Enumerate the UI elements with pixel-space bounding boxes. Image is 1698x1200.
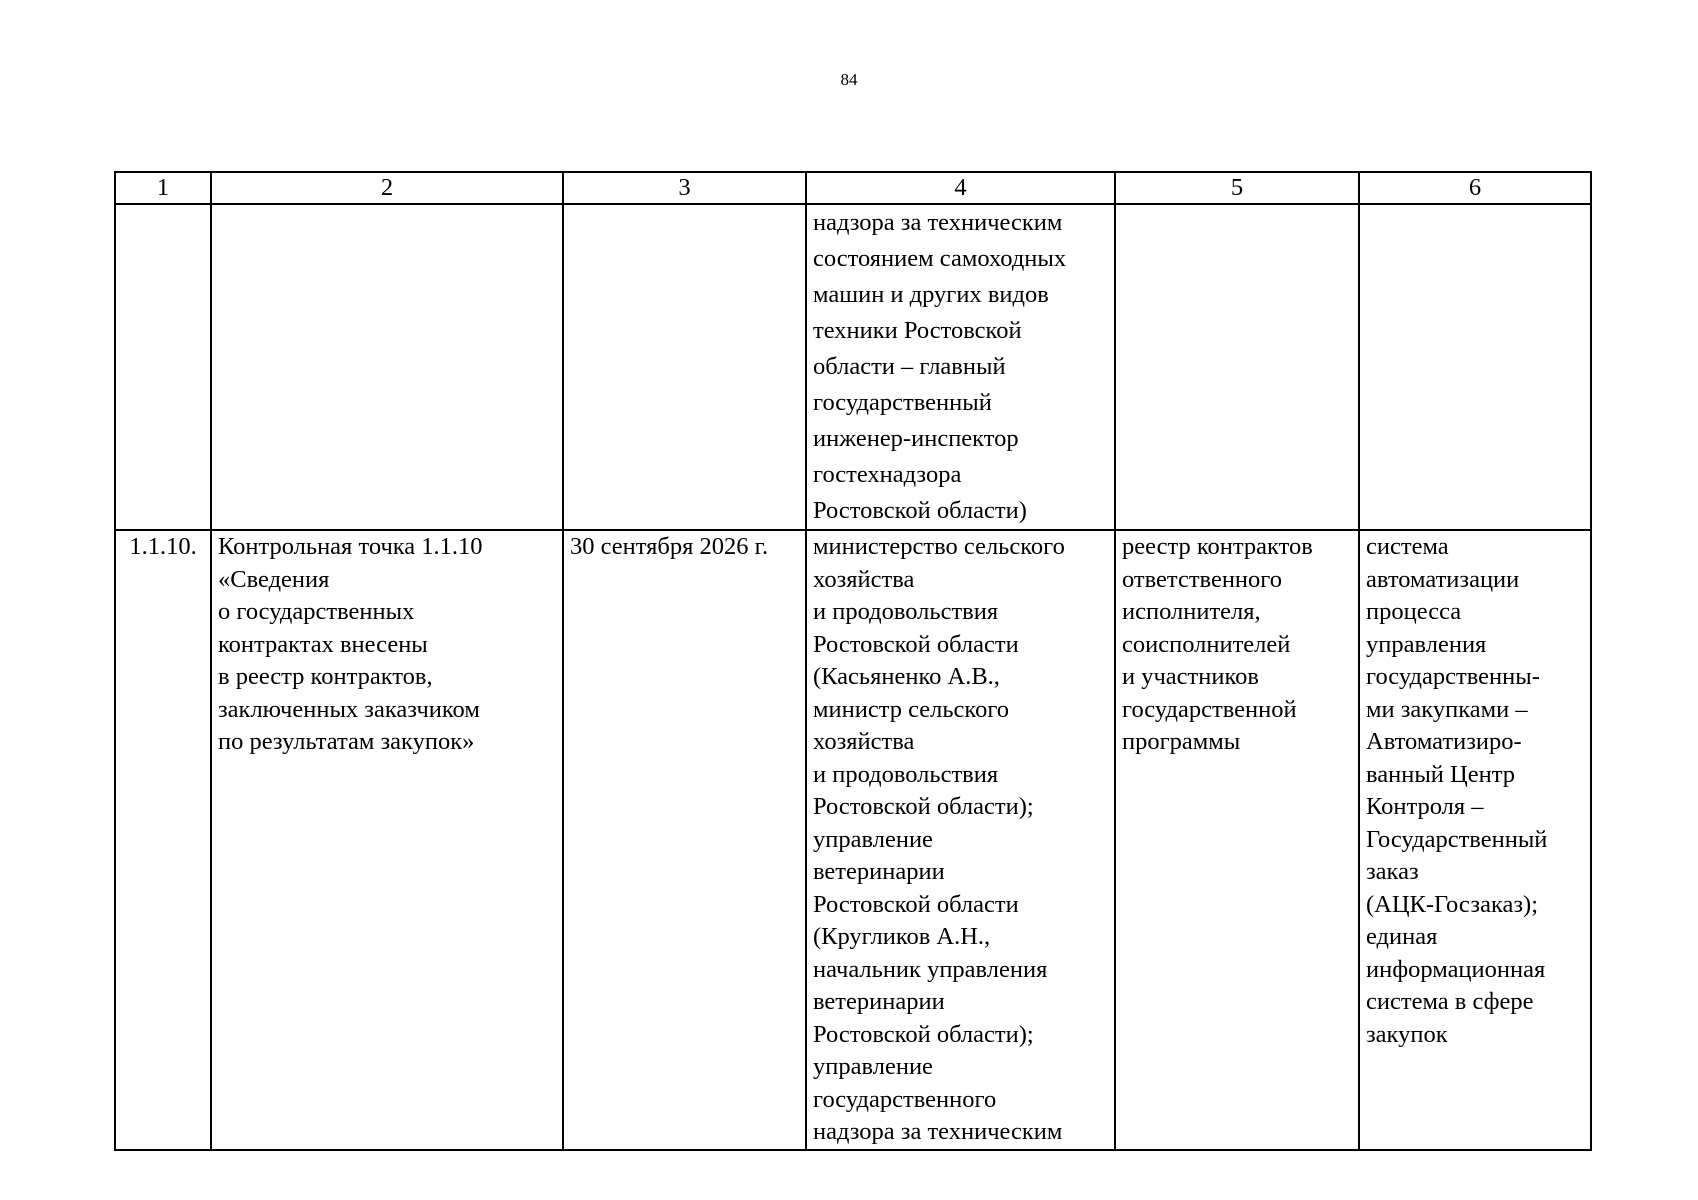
- table-cell: [806, 530, 1115, 1150]
- table-cell: [115, 530, 211, 1150]
- column-header-2: 2: [211, 172, 563, 204]
- item-number: 1.1.10.: [129, 533, 197, 560]
- column-header-4: 4: [806, 172, 1115, 204]
- plan-table: [114, 171, 1592, 1151]
- column-header-5: 5: [1115, 172, 1359, 204]
- information-system: система автоматизации процесса управления государственны- ми закупками – Автоматизиро- ванный Центр Контроля – Государственный заказ (АЦК-Госзаказ); единая информационная система в сфере закупок: [1366, 533, 1548, 1048]
- table-cell: [563, 204, 806, 530]
- page-number: 84: [840, 70, 858, 89]
- table-cell: [1359, 204, 1591, 530]
- table-cell: [211, 204, 563, 530]
- table-cell: [211, 530, 563, 1150]
- table-cell: [563, 530, 806, 1150]
- table-header: [115, 172, 1591, 204]
- column-header-6: 6: [1359, 172, 1591, 204]
- header-row: [115, 172, 1591, 204]
- responsible-executor-continuation: надзора за техническим состоянием самоходных машин и других видов техники Ростовской области – главный государственный инженер-инспектор гостехнадзора Ростовской области): [813, 209, 1067, 524]
- table-cell: [115, 204, 211, 530]
- document-type: реестр контрактов ответственного исполнителя, соисполнителей и участников государственной программы: [1122, 533, 1313, 755]
- deadline-date: 30 сентября 2026 г.: [570, 533, 769, 560]
- table-cell: [1115, 530, 1359, 1150]
- column-header-3: 3: [563, 172, 806, 204]
- column-header-1: 1: [115, 172, 211, 204]
- table-cell: [1359, 530, 1591, 1150]
- table-cell: [806, 204, 1115, 530]
- responsible-executor: министерство сельского хозяйства и продовольствия Ростовской области (Касьяненко А.В., министр сельского хозяйства и продовольствия Ростовской области); управление ветеринарии Ростовской области (Кругликов А.Н., начальник управления ветеринарии Ростовской области); управление государственного надзора за техническим: [813, 533, 1065, 1145]
- table-cell: [1115, 204, 1359, 530]
- table-row-continuation: [115, 204, 1591, 530]
- table-row-1-1-10: [115, 530, 1591, 1150]
- control-point-name: Контрольная точка 1.1.10 «Сведения о государственных контрактах внесены в реестр контрактов, заключенных заказчиком по результатам закупок»: [218, 533, 483, 755]
